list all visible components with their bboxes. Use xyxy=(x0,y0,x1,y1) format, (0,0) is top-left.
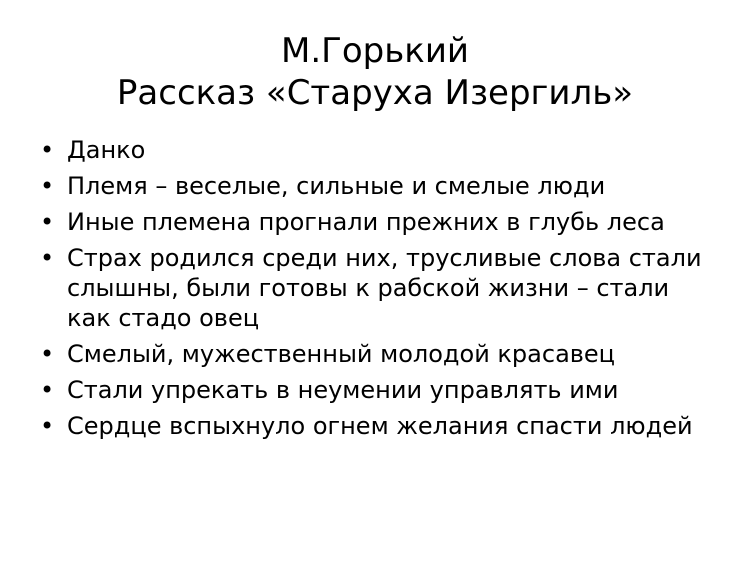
bullet-text: Данко xyxy=(67,136,146,164)
bullet-item xyxy=(40,411,720,441)
title-author: М.Горький xyxy=(280,31,470,71)
bullet-text: Иные племена прогнали прежних в глубь леса xyxy=(67,208,665,236)
title-story: Рассказ «Старуха Изергиль» xyxy=(116,73,634,113)
bullet-item xyxy=(40,171,720,201)
bullet-text: Племя – веселые, сильные и смелые люди xyxy=(67,172,606,200)
bullet-icon: • xyxy=(40,376,55,404)
bullet-icon: • xyxy=(40,244,55,272)
bullet-text: Стали упрекать в неумении управлять ими xyxy=(67,376,619,404)
bullet-item xyxy=(40,339,720,369)
bullet-text: Сердце вспыхнуло огнем желания спасти людей xyxy=(67,412,693,440)
slide-title xyxy=(0,30,750,114)
bullet-text: Смелый, мужественный молодой красавец xyxy=(67,340,616,368)
bullet-item xyxy=(40,135,720,165)
bullet-icon: • xyxy=(40,172,55,200)
bullet-item xyxy=(40,243,720,333)
bullet-item xyxy=(40,207,720,237)
bullet-icon: • xyxy=(40,208,55,236)
bullet-list xyxy=(40,135,720,447)
bullet-icon: • xyxy=(40,412,55,440)
bullet-item xyxy=(40,375,720,405)
bullet-icon: • xyxy=(40,340,55,368)
bullet-text: Страх родился среди них, трусливые слова стали слышны, были готовы к рабской жизни – стали как стадо овец xyxy=(67,244,702,332)
bullet-icon: • xyxy=(40,136,55,164)
